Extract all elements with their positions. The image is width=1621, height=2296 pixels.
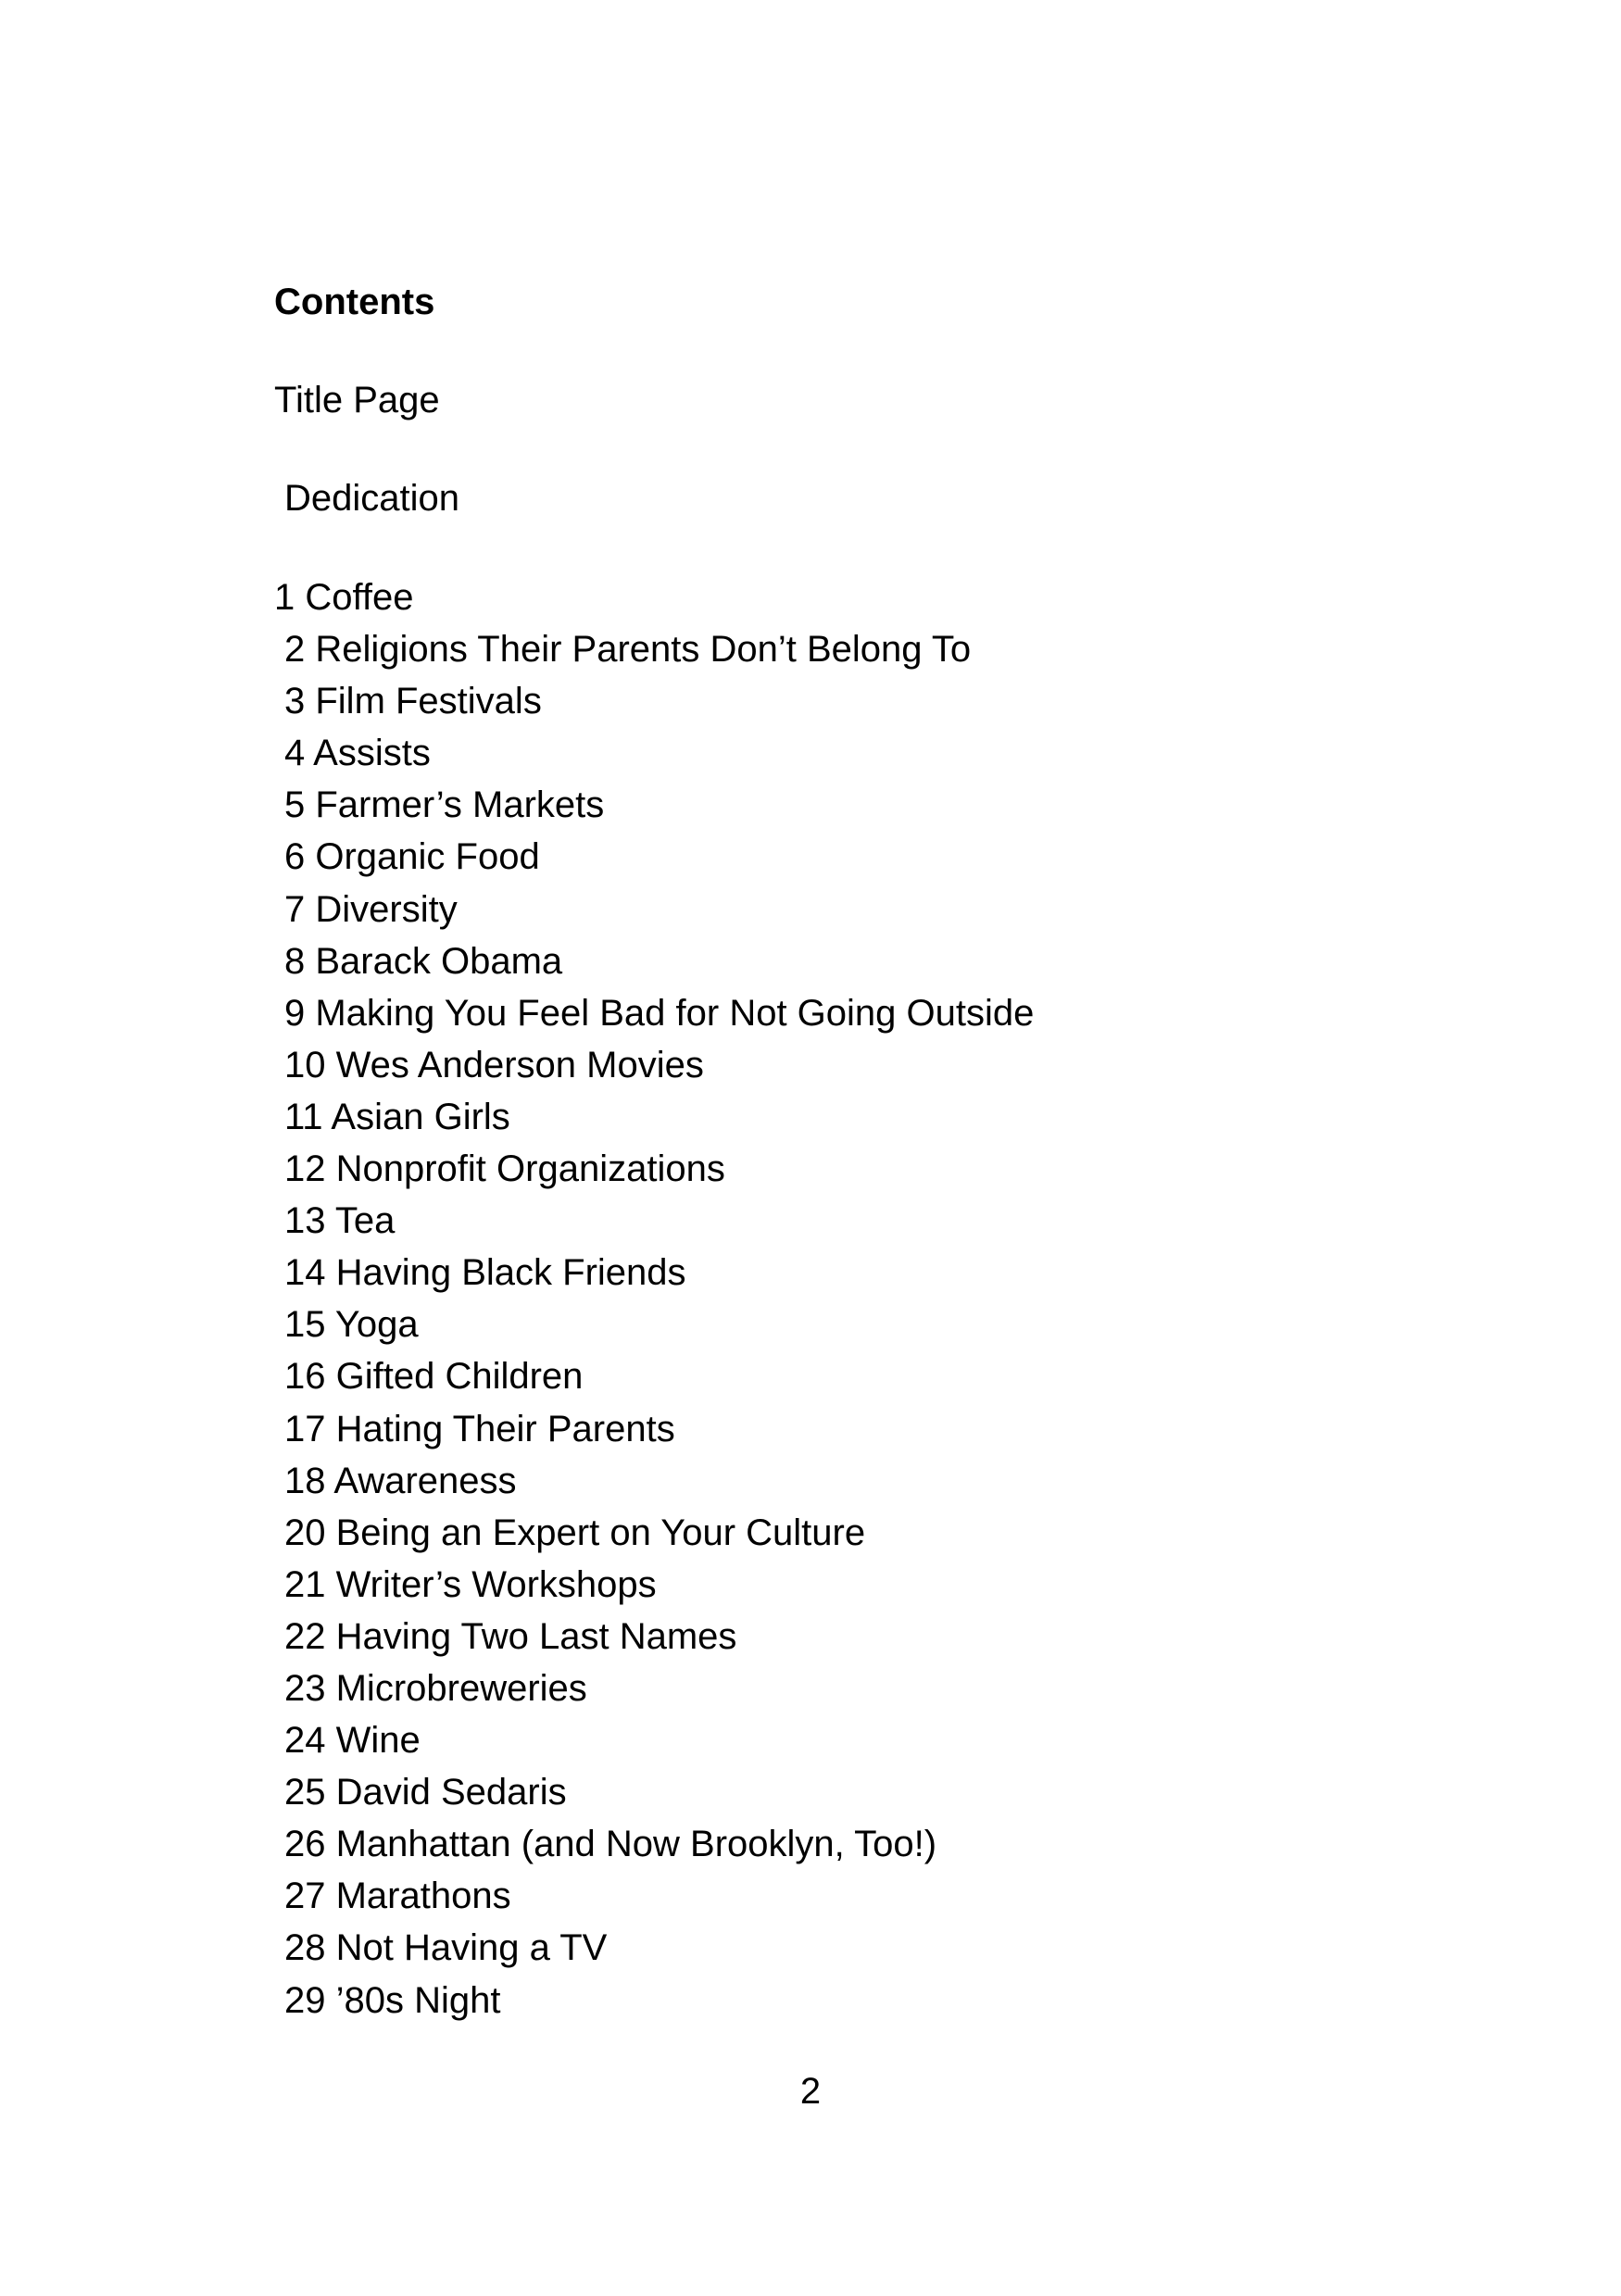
toc-entry-chapter[interactable]: 6 Organic Food: [284, 836, 540, 878]
contents-heading: Contents: [274, 282, 435, 322]
toc-entry-title-page[interactable]: Title Page: [274, 380, 440, 420]
page-number: 2: [799, 2071, 822, 2112]
toc-entry-chapter[interactable]: 14 Having Black Friends: [284, 1252, 686, 1294]
toc-entry-chapter[interactable]: 2 Religions Their Parents Don’t Belong To: [284, 629, 972, 671]
toc-entry-chapter[interactable]: 13 Tea: [284, 1200, 396, 1242]
toc-entry-chapter[interactable]: 23 Microbreweries: [284, 1667, 587, 1709]
toc-entry-chapter[interactable]: 11 Asian Girls: [284, 1096, 510, 1137]
toc-entry-chapter[interactable]: 20 Being an Expert on Your Culture: [284, 1512, 866, 1553]
toc-entry-chapter[interactable]: 17 Hating Their Parents: [284, 1408, 675, 1449]
toc-entry-chapter[interactable]: 28 Not Having a TV: [284, 1927, 608, 1969]
toc-entry-chapter[interactable]: 16 Gifted Children: [284, 1356, 584, 1398]
toc-entry-chapter[interactable]: 21 Writer’s Workshops: [284, 1563, 657, 1605]
toc-entry-chapter[interactable]: 9 Making You Feel Bad for Not Going Outside: [284, 992, 1035, 1034]
toc-entry-chapter[interactable]: 25 David Sedaris: [284, 1772, 567, 1813]
toc-entry-chapter[interactable]: 7 Diversity: [284, 888, 458, 930]
toc-entry-chapter[interactable]: 27 Marathons: [284, 1876, 511, 1917]
toc-entry-chapter[interactable]: 10 Wes Anderson Movies: [284, 1044, 704, 1085]
toc-entry-chapter[interactable]: 4 Assists: [284, 733, 431, 774]
toc-entry-chapter[interactable]: 5 Farmer’s Markets: [284, 784, 605, 826]
toc-entry-chapter[interactable]: 8 Barack Obama: [284, 940, 563, 982]
toc-entry-chapter[interactable]: 22 Having Two Last Names: [284, 1615, 737, 1657]
chapter-list: [274, 571, 1034, 2026]
toc-entry-chapter[interactable]: 12 Nonprofit Organizations: [284, 1148, 725, 1190]
toc-entry-chapter[interactable]: 3 Film Festivals: [284, 681, 542, 722]
toc-entry-dedication[interactable]: Dedication: [284, 478, 460, 519]
toc-entry-chapter[interactable]: 29 ’80s Night: [284, 1979, 501, 2021]
toc-entry-chapter[interactable]: 26 Manhattan (and Now Brooklyn, Too!): [284, 1824, 937, 1865]
toc-entry-chapter[interactable]: 18 Awareness: [284, 1460, 517, 1501]
toc-entry-chapter[interactable]: 1 Coffee: [274, 577, 414, 618]
toc-entry-chapter[interactable]: 24 Wine: [284, 1720, 421, 1762]
toc-entry-chapter[interactable]: 15 Yoga: [284, 1304, 419, 1346]
